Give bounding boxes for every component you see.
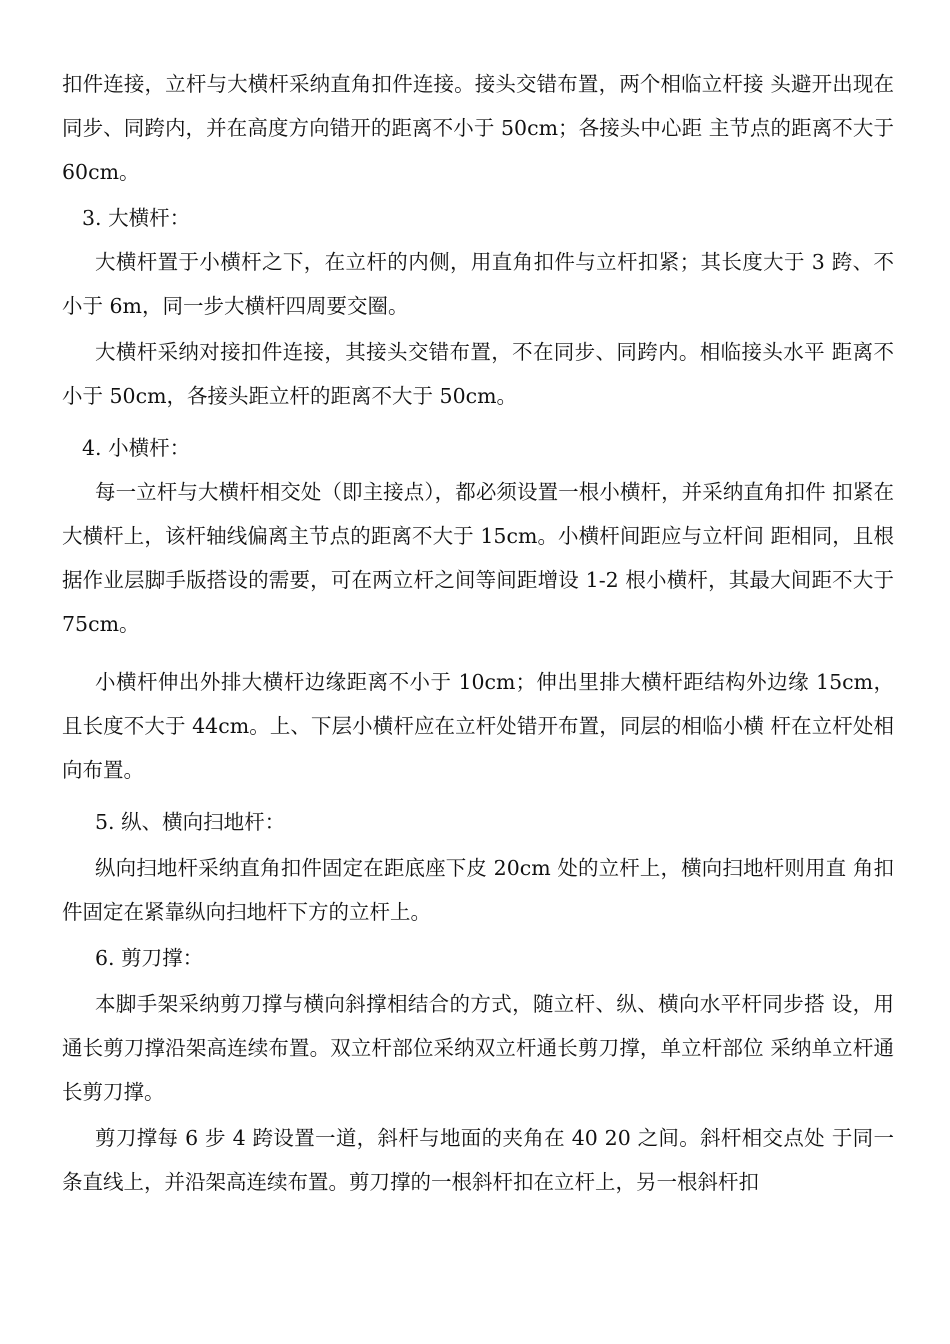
heading-small-crossbar: 4. 小横杆：: [82, 436, 191, 460]
heading-large-crossbar: 3. 大横杆：: [82, 206, 191, 230]
paragraph-joints-continued: 扣件连接，立杆与大横杆采纳直角扣件连接。接头交错布置，两个相临立杆接 头避开出现在同步、同跨内，并在高度方向错开的距离不小于 50cm；各接头中心距 主节点的距离不大于 60cm。: [62, 72, 894, 184]
heading-scissor-brace: 6. 剪刀撑：: [95, 946, 204, 970]
paragraph-small-crossbar-setup: 每一立杆与大横杆相交处（即主接点），都必须设置一根小横杆，并采纳直角扣件 扣紧在大横杆上，该杆轴线偏离主节点的距离不大于 15cm。小横杆间距应与立杆间 距相同，且根据作业层脚手版搭设的需要，可在两立杆之间等间距增设 1-2 根小横杆，其最大间距不大于 75cm。: [62, 480, 894, 636]
heading-sweeping-bar: 5. 纵、横向扫地杆：: [95, 810, 286, 834]
document-page: [62, 62, 894, 1204]
paragraph-scissor-brace-spacing: 剪刀撑每 6 步 4 跨设置一道，斜杆与地面的夹角在 40 20 之间。斜杆相交点处 于同一条直线上，并沿架高连续布置。剪刀撑的一根斜杆扣在立杆上，另一根斜杆扣: [62, 1126, 894, 1194]
paragraph-small-crossbar-extension: 小横杆伸出外排大横杆边缘距离不小于 10cm；伸出里排大横杆距结构外边缘 15cm，且长度不大于 44cm。上、下层小横杆应在立杆处错开布置，同层的相临小横 杆在立杆处相向布置。: [62, 670, 894, 782]
paragraph-sweeping-bar: 纵向扫地杆采纳直角扣件固定在距底座下皮 20cm 处的立杆上，横向扫地杆则用直 角扣件固定在紧靠纵向扫地杆下方的立杆上。: [62, 856, 894, 924]
paragraph-large-crossbar-joints: 大横杆采纳对接扣件连接，其接头交错布置，不在同步、同跨内。相临接头水平 距离不小于 50cm，各接头距立杆的距离不大于 50cm。: [62, 340, 894, 408]
paragraph-scissor-brace-method: 本脚手架采纳剪刀撑与横向斜撑相结合的方式，随立杆、纵、横向水平杆同步搭 设，用通长剪刀撑沿架高连续布置。双立杆部位采纳双立杆通长剪刀撑，单立杆部位 采纳单立杆通长剪刀撑。: [62, 992, 894, 1104]
paragraph-large-crossbar-placement: 大横杆置于小横杆之下，在立杆的内侧，用直角扣件与立杆扣紧；其长度大于 3 跨、不小于 6m，同一步大横杆四周要交圈。: [62, 250, 894, 318]
